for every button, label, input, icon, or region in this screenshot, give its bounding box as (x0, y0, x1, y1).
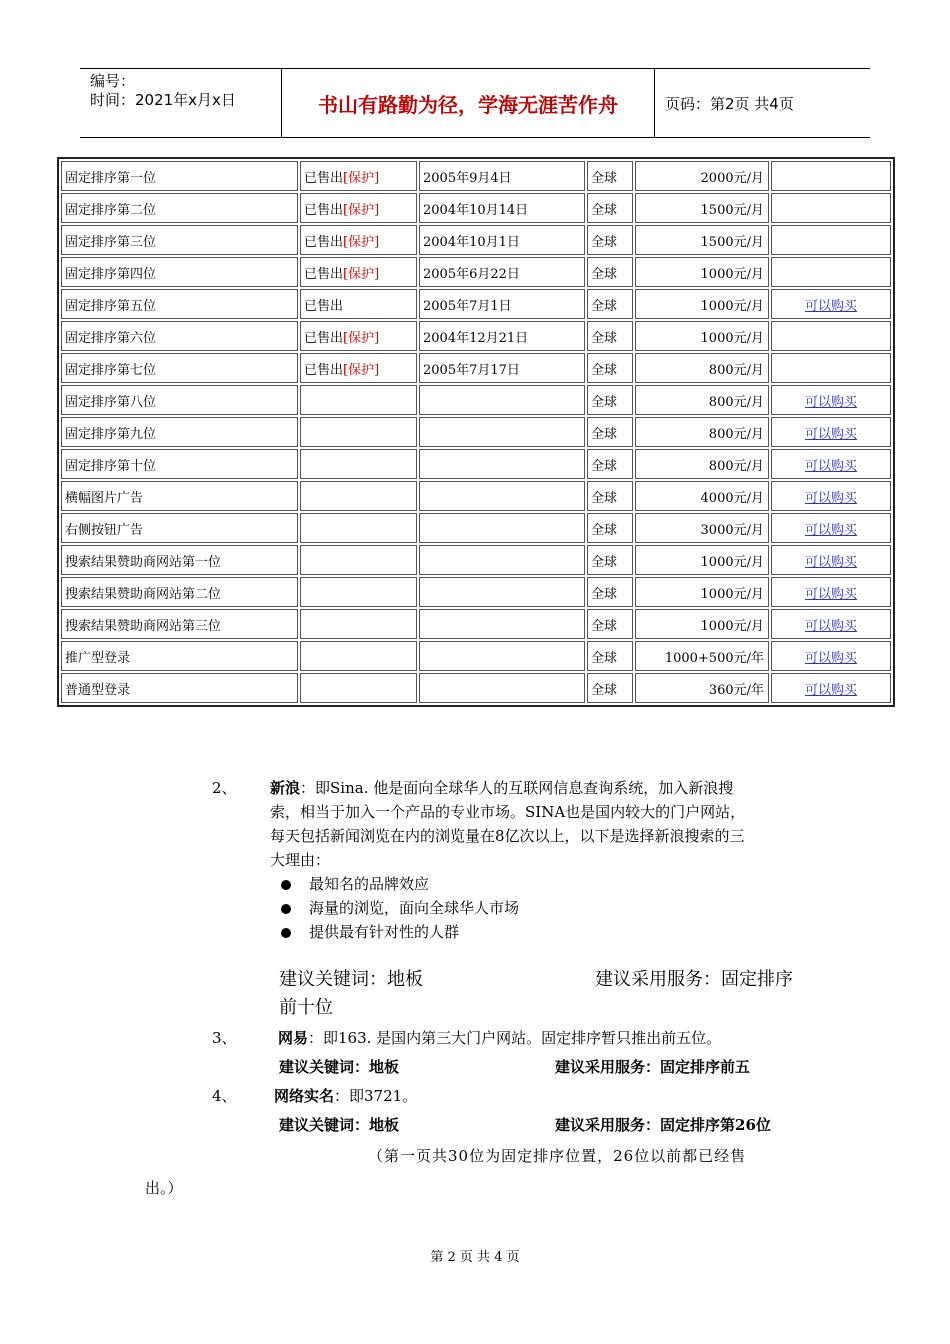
protect-tag: [保护] (343, 234, 380, 250)
table-row (61, 673, 891, 703)
table-row (61, 449, 891, 479)
page-footer: 第 2 页 共 4 页 (430, 1250, 520, 1265)
cell-status (300, 513, 417, 543)
cell-status (300, 545, 417, 575)
section4-title: 网络实名 (274, 1087, 335, 1105)
header-motto: 书山有路勤为径，学海无涯苦作舟 (282, 69, 655, 137)
cell-status (300, 321, 417, 351)
bullet-icon (281, 904, 291, 914)
header-page-info: 页码：第2页 共4页 (665, 94, 794, 113)
cell-date: 2004年10月1日 (419, 225, 585, 255)
status-text: 已售出 (304, 266, 344, 282)
cell-price: 1000+500元/年 (635, 641, 769, 671)
table-row (61, 321, 891, 351)
cell-buy (771, 225, 891, 255)
cell-status (300, 225, 417, 255)
cell-date: 2004年10月14日 (419, 193, 585, 223)
section3-service: 建议采用服务：固定排序前五 (555, 1058, 751, 1076)
cell-date: 2005年9月4日 (419, 161, 585, 191)
cell-region: 全球 (587, 481, 633, 511)
cell-date (419, 609, 585, 639)
cell-buy (771, 161, 891, 191)
buy-link[interactable]: 可以购买 (804, 458, 857, 474)
cell-position: 推广型登录 (61, 641, 298, 671)
cell-position: 固定排序第九位 (61, 417, 298, 447)
cell-region: 全球 (587, 609, 633, 639)
cell-status (300, 417, 417, 447)
table-row (61, 545, 891, 575)
cell-buy (771, 513, 891, 543)
status-text: 已售出 (304, 234, 344, 250)
section4-service: 建议采用服务：固定排序第26位 (555, 1116, 771, 1134)
section4-note-line2: 出。） (145, 1179, 183, 1197)
section3-number: 3、 (212, 1029, 237, 1047)
cell-region: 全球 (587, 257, 633, 287)
time-label: 时间：2021年x月x日 (90, 91, 236, 109)
cell-date (419, 385, 585, 415)
cell-price: 1500元/月 (635, 225, 769, 255)
cell-price: 1000元/月 (635, 289, 769, 319)
section3-paragraph: 网易：即163. 是国内第三大门户网站。固定排序暂只推出前五位。 (278, 1029, 722, 1047)
header-meta (80, 69, 282, 137)
table-row (61, 417, 891, 447)
cell-date (419, 641, 585, 671)
cell-buy (771, 481, 891, 511)
cell-price: 4000元/月 (635, 481, 769, 511)
cell-region: 全球 (587, 321, 633, 351)
cell-price: 800元/月 (635, 385, 769, 415)
cell-region: 全球 (587, 353, 633, 383)
bullet-item: 海量的浏览，面向全球华人市场 (281, 896, 519, 920)
status-text: 已售出 (304, 202, 344, 218)
ad-price-table (57, 157, 895, 707)
protect-tag: [保护] (343, 330, 380, 346)
cell-price: 3000元/月 (635, 513, 769, 543)
cell-buy (771, 417, 891, 447)
section2-line2: 索，相当于加入一个产品的专业市场。SINA也是国内较大的门户网站， (270, 803, 746, 821)
cell-buy (771, 289, 891, 319)
cell-date (419, 545, 585, 575)
cell-position: 右侧按钮广告 (61, 513, 298, 543)
cell-buy (771, 257, 891, 287)
cell-region: 全球 (587, 225, 633, 255)
section4-keyword: 建议关键词：地板 (279, 1116, 400, 1134)
cell-price: 1000元/月 (635, 257, 769, 287)
status-text: 已售出 (304, 330, 344, 346)
buy-link[interactable]: 可以购买 (804, 490, 857, 506)
cell-price: 1000元/月 (635, 545, 769, 575)
cell-status (300, 193, 417, 223)
cell-price: 2000元/月 (635, 161, 769, 191)
cell-price: 360元/年 (635, 673, 769, 703)
cell-position: 固定排序第十位 (61, 449, 298, 479)
cell-price: 800元/月 (635, 417, 769, 447)
cell-date (419, 449, 585, 479)
cell-status (300, 449, 417, 479)
buy-link[interactable]: 可以购买 (804, 426, 857, 442)
cell-status (300, 609, 417, 639)
cell-price: 1000元/月 (635, 577, 769, 607)
cell-price: 800元/月 (635, 449, 769, 479)
section2-line3: 每天包括新闻浏览在内的浏览量在8亿次以上，以下是选择新浪搜索的三 (270, 827, 745, 845)
protect-tag: [保护] (343, 266, 380, 282)
table-row (61, 513, 891, 543)
code-label: 编号： (90, 72, 136, 90)
cell-position: 搜索结果赞助商网站第三位 (61, 609, 298, 639)
buy-link[interactable]: 可以购买 (804, 682, 857, 698)
cell-date: 2004年12月21日 (419, 321, 585, 351)
cell-date: 2005年7月17日 (419, 353, 585, 383)
table-row (61, 161, 891, 191)
cell-date: 2005年7月1日 (419, 289, 585, 319)
table-row (61, 385, 891, 415)
section4-note-line1: （第一页共30位为固定排序位置，26位以前都已经售 (368, 1147, 747, 1165)
cell-region: 全球 (587, 417, 633, 447)
cell-status (300, 673, 417, 703)
table-row (61, 577, 891, 607)
section4-paragraph: 网络实名：即3721。 (274, 1087, 418, 1105)
table-row (61, 609, 891, 639)
buy-link[interactable]: 可以购买 (804, 554, 857, 570)
cell-status (300, 257, 417, 287)
section3-keyword: 建议关键词：地板 (279, 1058, 400, 1076)
cell-buy (771, 449, 891, 479)
cell-status (300, 641, 417, 671)
cell-status (300, 385, 417, 415)
bullet-icon (281, 880, 291, 890)
cell-position: 固定排序第八位 (61, 385, 298, 415)
cell-price: 1000元/月 (635, 609, 769, 639)
buy-link[interactable]: 可以购买 (804, 618, 857, 634)
section4-number: 4、 (212, 1087, 237, 1105)
cell-region: 全球 (587, 577, 633, 607)
cell-region: 全球 (587, 641, 633, 671)
section3-title: 网易 (278, 1029, 309, 1047)
cell-region: 全球 (587, 513, 633, 543)
cell-region: 全球 (587, 673, 633, 703)
cell-price: 1500元/月 (635, 193, 769, 223)
cell-position: 固定排序第四位 (61, 257, 298, 287)
cell-status (300, 481, 417, 511)
cell-position: 搜索结果赞助商网站第二位 (61, 577, 298, 607)
cell-date (419, 673, 585, 703)
cell-buy (771, 321, 891, 351)
table-row (61, 353, 891, 383)
cell-status (300, 577, 417, 607)
cell-price: 800元/月 (635, 353, 769, 383)
section2-keyword: 建议关键词：地板 (279, 969, 423, 990)
cell-position: 固定排序第二位 (61, 193, 298, 223)
section2-service: 建议采用服务：固定排序 (595, 969, 793, 990)
cell-buy (771, 609, 891, 639)
cell-date (419, 481, 585, 511)
cell-position: 固定排序第五位 (61, 289, 298, 319)
cell-status (300, 161, 417, 191)
cell-date (419, 417, 585, 447)
buy-link[interactable]: 可以购买 (804, 522, 857, 538)
cell-position: 固定排序第六位 (61, 321, 298, 351)
buy-link[interactable]: 可以购买 (804, 586, 857, 602)
table-row (61, 225, 891, 255)
table-row (61, 193, 891, 223)
cell-buy (771, 673, 891, 703)
cell-buy (771, 353, 891, 383)
cell-region: 全球 (587, 289, 633, 319)
cell-date: 2005年6月22日 (419, 257, 585, 287)
cell-buy (771, 641, 891, 671)
section2-line4: 大理由： (270, 851, 331, 869)
cell-region: 全球 (587, 193, 633, 223)
cell-buy (771, 577, 891, 607)
table-row (61, 289, 891, 319)
section2-title: 新浪 (270, 779, 301, 797)
buy-link[interactable]: 可以购买 (804, 650, 857, 666)
cell-price: 1000元/月 (635, 321, 769, 351)
section2-number: 2、 (212, 779, 237, 797)
table-row (61, 641, 891, 671)
table-row (61, 257, 891, 287)
cell-position: 横幅图片广告 (61, 481, 298, 511)
cell-position: 固定排序第七位 (61, 353, 298, 383)
section2-line1: ：即Sina. 他是面向全球华人的互联网信息查询系统，加入新浪搜 (300, 779, 734, 797)
buy-link[interactable]: 可以购买 (804, 298, 857, 314)
section2-paragraph (270, 776, 830, 872)
status-text: 已售出 (304, 362, 344, 378)
protect-tag: [保护] (343, 362, 380, 378)
cell-position: 搜索结果赞助商网站第一位 (61, 545, 298, 575)
bullet-item: 提供最有针对性的人群 (281, 920, 459, 944)
cell-buy (771, 545, 891, 575)
status-text: 已售出 (304, 298, 344, 314)
cell-position: 普通型登录 (61, 673, 298, 703)
cell-date (419, 513, 585, 543)
cell-region: 全球 (587, 545, 633, 575)
cell-region: 全球 (587, 161, 633, 191)
cell-buy (771, 193, 891, 223)
bullet-item: 最知名的品牌效应 (281, 872, 429, 896)
bullet-icon (281, 928, 291, 938)
cell-date (419, 577, 585, 607)
protect-tag: [保护] (343, 202, 380, 218)
section2-service-cont: 前十位 (279, 997, 333, 1018)
cell-position: 固定排序第三位 (61, 225, 298, 255)
cell-status (300, 353, 417, 383)
cell-buy (771, 385, 891, 415)
cell-status (300, 289, 417, 319)
cell-region: 全球 (587, 449, 633, 479)
buy-link[interactable]: 可以购买 (804, 394, 857, 410)
status-text: 已售出 (304, 170, 344, 186)
table-row (61, 481, 891, 511)
cell-region: 全球 (587, 385, 633, 415)
cell-position: 固定排序第一位 (61, 161, 298, 191)
protect-tag: [保护] (343, 170, 380, 186)
page-header (80, 68, 870, 138)
